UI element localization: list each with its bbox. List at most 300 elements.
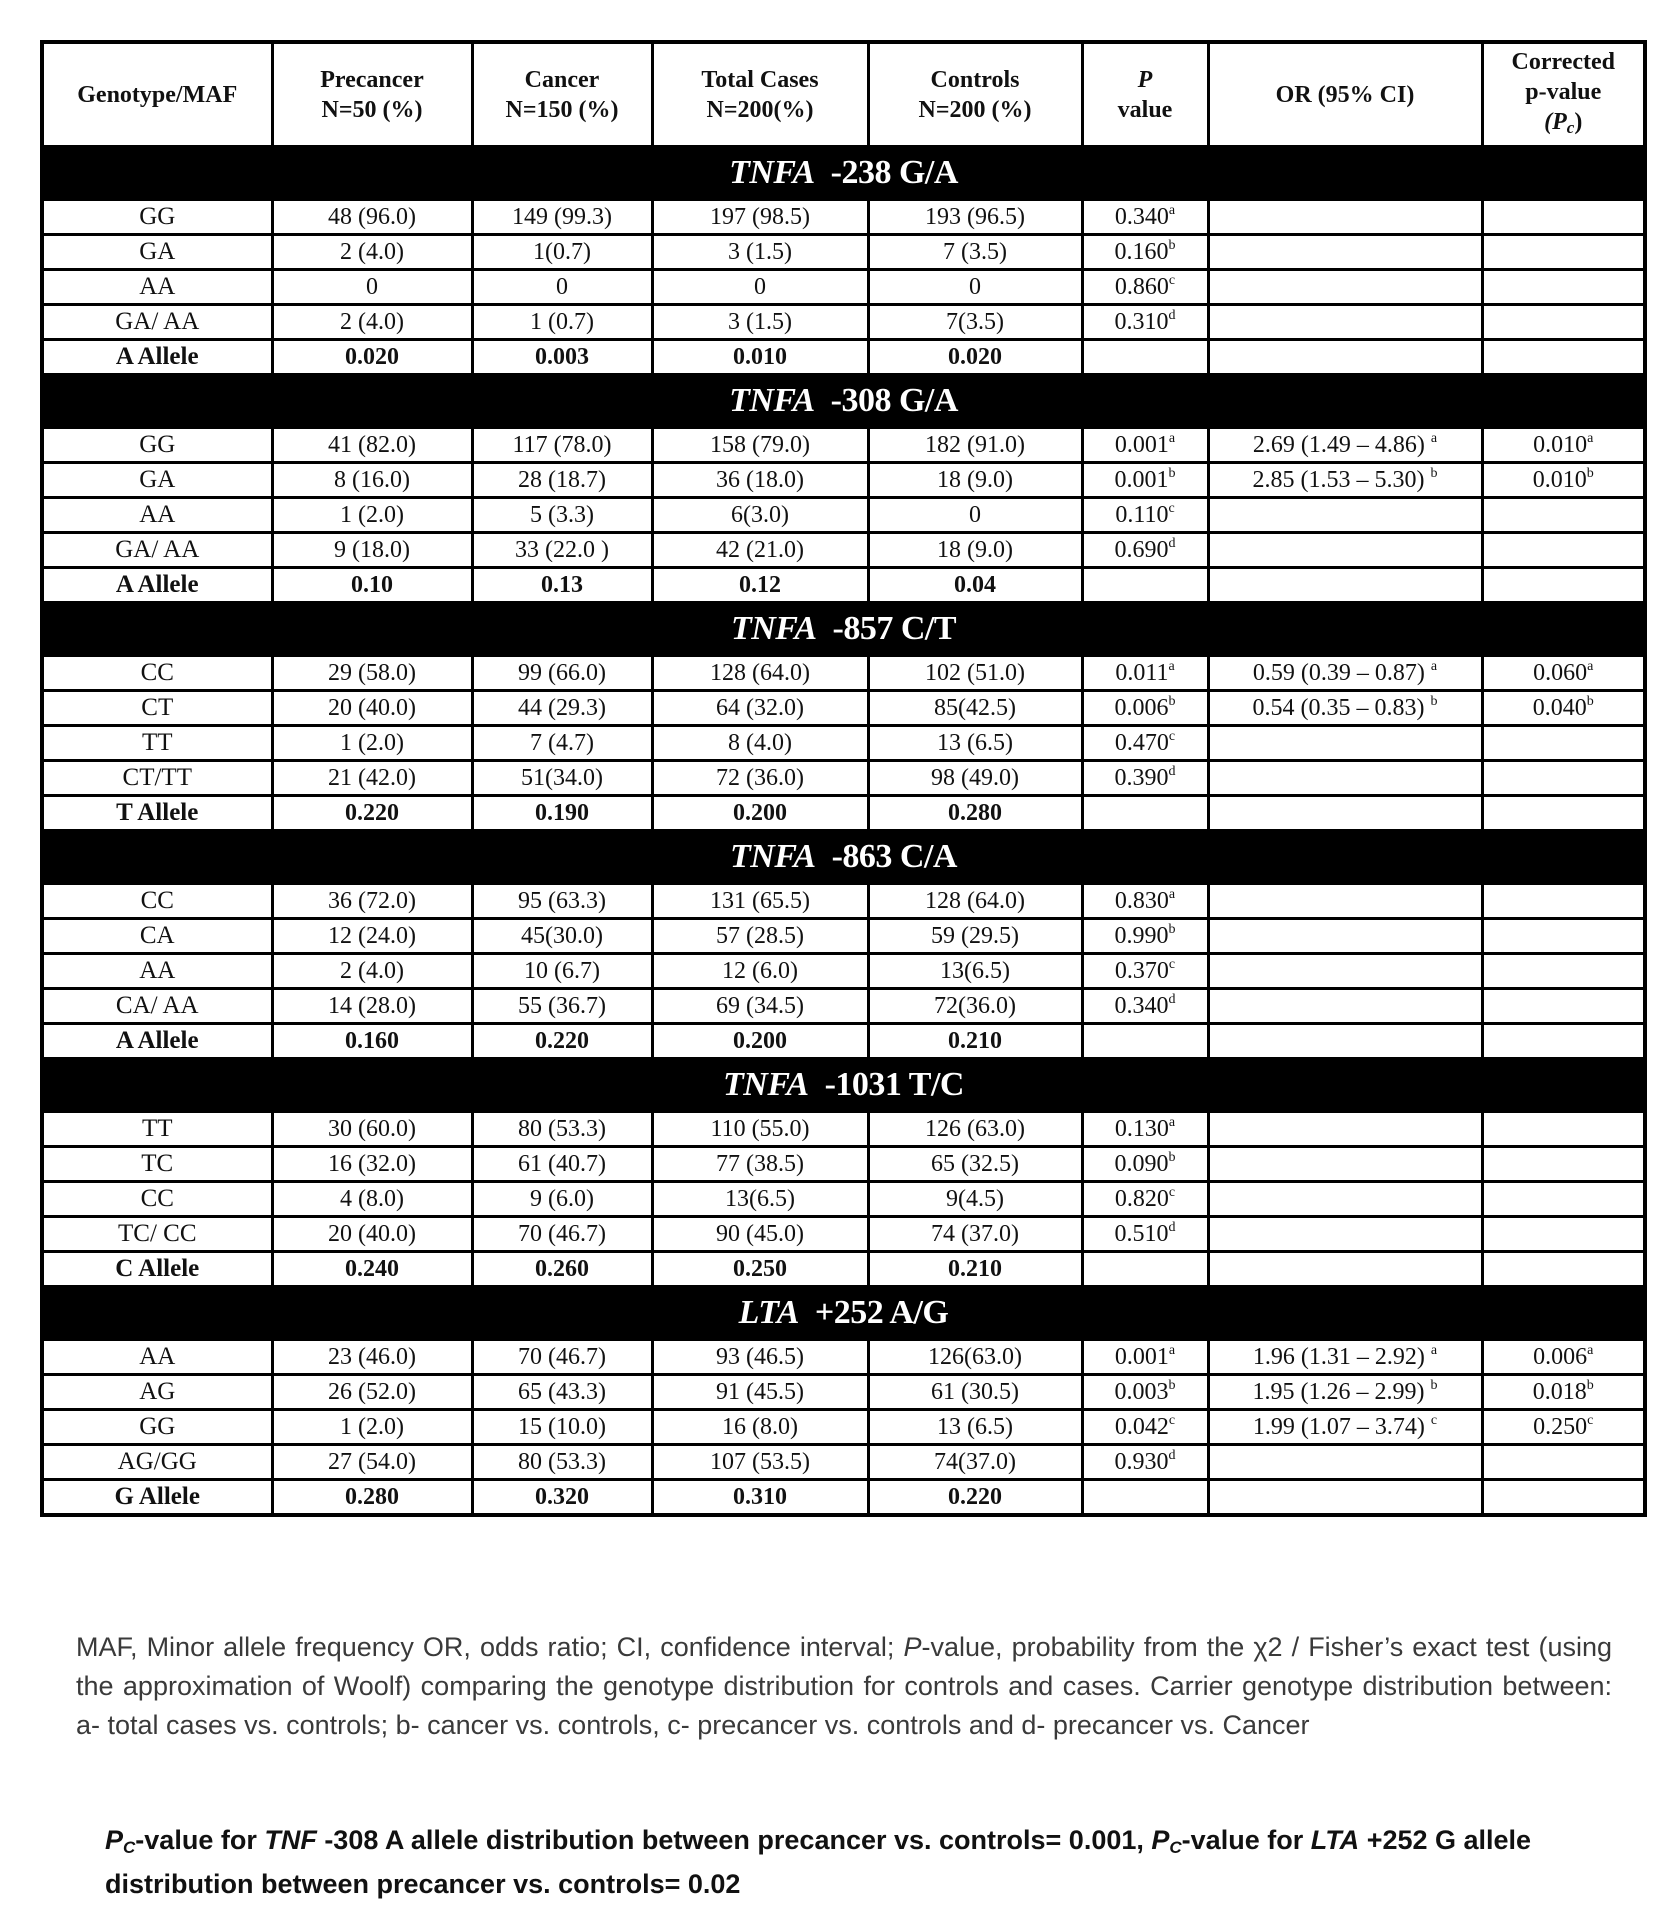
- gene-name: TNFA: [723, 1066, 809, 1103]
- p-value-cell: 0.370$^c$: [1082, 954, 1208, 989]
- table-row: [42, 498, 1645, 533]
- genotype-cell: CT/TT: [42, 761, 272, 796]
- total-cell: 8 (4.0): [652, 726, 868, 761]
- cancer-cell: 0.003: [472, 340, 652, 375]
- corrected-p-cell: [1482, 1217, 1645, 1252]
- odds-ratio-cell: 1.99 (1.07 – 3.74) $^c$: [1208, 1410, 1482, 1445]
- corrected-p-cell: [1482, 954, 1645, 989]
- corrected-p-cell: [1482, 270, 1645, 305]
- odds-ratio-cell: [1208, 796, 1482, 831]
- controls-cell: 61 (30.5): [868, 1375, 1082, 1410]
- cancer-cell: 0.220: [472, 1024, 652, 1059]
- total-cell: 0.12: [652, 568, 868, 603]
- table-row: [42, 1182, 1645, 1217]
- genotype-cell: TT: [42, 1112, 272, 1147]
- precancer-cell: 14 (28.0): [272, 989, 472, 1024]
- corrected-p-cell: 0.006$^a$: [1482, 1340, 1645, 1375]
- total-cell: 0.250: [652, 1252, 868, 1287]
- p-value-cell: 0.990$^b$: [1082, 919, 1208, 954]
- precancer-cell: 20 (40.0): [272, 691, 472, 726]
- odds-ratio-cell: [1208, 1445, 1482, 1480]
- table-body: [42, 147, 1645, 1516]
- cancer-cell: 65 (43.3): [472, 1375, 652, 1410]
- total-cell: 158 (79.0): [652, 428, 868, 463]
- cancer-cell: 0: [472, 270, 652, 305]
- table-row: [42, 428, 1645, 463]
- controls-cell: 0: [868, 498, 1082, 533]
- corrected-p-cell: 0.018$^b$: [1482, 1375, 1645, 1410]
- genotype-cell: TC: [42, 1147, 272, 1182]
- precancer-cell: 1 (2.0): [272, 726, 472, 761]
- precancer-cell: 4 (8.0): [272, 1182, 472, 1217]
- odds-ratio-cell: [1208, 1252, 1482, 1287]
- cancer-cell: 51(34.0): [472, 761, 652, 796]
- precancer-cell: 27 (54.0): [272, 1445, 472, 1480]
- cancer-cell: 0.320: [472, 1480, 652, 1516]
- precancer-cell: 30 (60.0): [272, 1112, 472, 1147]
- p-value-cell: 0.820$^c$: [1082, 1182, 1208, 1217]
- corrected-p-cell: 0.040$^b$: [1482, 691, 1645, 726]
- total-cell: 36 (18.0): [652, 463, 868, 498]
- odds-ratio-cell: [1208, 200, 1482, 235]
- genotype-cell: AA: [42, 270, 272, 305]
- odds-ratio-cell: 1.95 (1.26 – 2.99) $^b$: [1208, 1375, 1482, 1410]
- controls-cell: 9(4.5): [868, 1182, 1082, 1217]
- p-value-cell: 0.470$^c$: [1082, 726, 1208, 761]
- genotype-cell: CC: [42, 884, 272, 919]
- col-header-controls: Controls N=200 (%): [868, 42, 1082, 147]
- p-value-cell: 0.011$^a$: [1082, 656, 1208, 691]
- footnote-abbreviations: MAF, Minor allele frequency OR, odds ratio; CI, confidence interval; P-value, probability from the χ2 / Fisher’s exact test (using the approximation of Woolf) comparing the genotype distribution for controls and cases. Carrier genotype distribution between: a- total cases vs. controls; b- cancer vs. controls, c- precancer vs. controls and d- precancer vs. Cancer: [76, 1632, 1612, 1740]
- odds-ratio-cell: [1208, 1024, 1482, 1059]
- table-row: [42, 533, 1645, 568]
- odds-ratio-cell: [1208, 235, 1482, 270]
- cancer-cell: 0.13: [472, 568, 652, 603]
- section-title: [42, 1287, 1645, 1340]
- cancer-cell: 0.260: [472, 1252, 652, 1287]
- controls-cell: 18 (9.0): [868, 463, 1082, 498]
- cancer-cell: 55 (36.7): [472, 989, 652, 1024]
- corrected-p-cell: [1482, 796, 1645, 831]
- p-value-cell: 0.130$^a$: [1082, 1112, 1208, 1147]
- corrected-p-cell: [1482, 1024, 1645, 1059]
- precancer-cell: 23 (46.0): [272, 1340, 472, 1375]
- total-cell: 0: [652, 270, 868, 305]
- p-value-cell: 0.830$^a$: [1082, 884, 1208, 919]
- corrected-p-cell: [1482, 1445, 1645, 1480]
- precancer-cell: 29 (58.0): [272, 656, 472, 691]
- section-header-row: [42, 147, 1645, 200]
- table-row: [42, 989, 1645, 1024]
- genotype-cell: CA/ AA: [42, 989, 272, 1024]
- corrected-p-cell: [1482, 884, 1645, 919]
- cancer-cell: 61 (40.7): [472, 1147, 652, 1182]
- controls-cell: 18 (9.0): [868, 533, 1082, 568]
- odds-ratio-cell: [1208, 954, 1482, 989]
- odds-ratio-cell: [1208, 1480, 1482, 1516]
- corrected-p-cell: [1482, 305, 1645, 340]
- table-row: [42, 305, 1645, 340]
- total-cell: 0.010: [652, 340, 868, 375]
- total-cell: 0.200: [652, 796, 868, 831]
- gene-name: TNFA: [730, 610, 817, 647]
- p-value-cell: 0.110$^c$: [1082, 498, 1208, 533]
- controls-cell: 74(37.0): [868, 1445, 1082, 1480]
- precancer-cell: 2 (4.0): [272, 305, 472, 340]
- variant-name: -857 C/T: [832, 610, 957, 647]
- total-cell: 197 (98.5): [652, 200, 868, 235]
- genotype-cell: C Allele: [42, 1252, 272, 1287]
- genotype-cell: AG: [42, 1375, 272, 1410]
- controls-cell: 126 (63.0): [868, 1112, 1082, 1147]
- p-value-cell: 0.340$^d$: [1082, 989, 1208, 1024]
- p-value-cell: 0.510$^d$: [1082, 1217, 1208, 1252]
- precancer-cell: 0.160: [272, 1024, 472, 1059]
- corrected-p-cell: [1482, 340, 1645, 375]
- genotype-cell: AA: [42, 954, 272, 989]
- cancer-cell: 33 (22.0 ): [472, 533, 652, 568]
- p-value-cell: [1082, 796, 1208, 831]
- controls-cell: 0.04: [868, 568, 1082, 603]
- cancer-cell: 44 (29.3): [472, 691, 652, 726]
- total-cell: 77 (38.5): [652, 1147, 868, 1182]
- cancer-cell: 70 (46.7): [472, 1340, 652, 1375]
- controls-cell: 7 (3.5): [868, 235, 1082, 270]
- cancer-cell: 117 (78.0): [472, 428, 652, 463]
- total-cell: 64 (32.0): [652, 691, 868, 726]
- total-cell: 0.200: [652, 1024, 868, 1059]
- total-cell: 12 (6.0): [652, 954, 868, 989]
- corrected-p-cell: [1482, 235, 1645, 270]
- table-row: [42, 884, 1645, 919]
- gene-name: TNFA: [729, 154, 815, 191]
- corrected-p-cell: [1482, 1480, 1645, 1516]
- odds-ratio-cell: [1208, 884, 1482, 919]
- cancer-cell: 80 (53.3): [472, 1445, 652, 1480]
- footnote-corrected-p-values: PC-value for TNF -308 A allele distribution between precancer vs. controls= 0.001, PC-value for LTA +252 G allele distribution between precancer vs. controls= 0.02: [105, 1825, 1532, 1899]
- controls-cell: 13 (6.5): [868, 726, 1082, 761]
- table-row: [42, 1340, 1645, 1375]
- allele-frequency-row: [42, 1480, 1645, 1516]
- p-value-cell: [1082, 1252, 1208, 1287]
- corrected-p-cell: [1482, 200, 1645, 235]
- controls-cell: 0.220: [868, 1480, 1082, 1516]
- controls-cell: 72(36.0): [868, 989, 1082, 1024]
- odds-ratio-cell: [1208, 340, 1482, 375]
- p-value-cell: [1082, 568, 1208, 603]
- genotype-cell: TC/ CC: [42, 1217, 272, 1252]
- variant-name: -1031 T/C: [824, 1066, 964, 1103]
- table-row: [42, 1375, 1645, 1410]
- cancer-cell: 10 (6.7): [472, 954, 652, 989]
- table-row: [42, 1147, 1645, 1182]
- genotype-cell: CC: [42, 656, 272, 691]
- variant-name: -863 C/A: [831, 838, 957, 875]
- total-cell: 16 (8.0): [652, 1410, 868, 1445]
- precancer-cell: 48 (96.0): [272, 200, 472, 235]
- table-row: [42, 1217, 1645, 1252]
- p-value-cell: 0.860$^c$: [1082, 270, 1208, 305]
- table-row: [42, 691, 1645, 726]
- col-header-precancer: Precancer N=50 (%): [272, 42, 472, 147]
- genotype-cell: CA: [42, 919, 272, 954]
- precancer-cell: 0.220: [272, 796, 472, 831]
- precancer-cell: 1 (2.0): [272, 1410, 472, 1445]
- section-header-row: [42, 375, 1645, 428]
- allele-frequency-row: [42, 796, 1645, 831]
- total-cell: 131 (65.5): [652, 884, 868, 919]
- table-row: [42, 270, 1645, 305]
- genotype-cell: GG: [42, 200, 272, 235]
- p-value-cell: 0.003$^b$: [1082, 1375, 1208, 1410]
- controls-cell: 182 (91.0): [868, 428, 1082, 463]
- table-row: [42, 200, 1645, 235]
- gene-name: LTA: [738, 1294, 799, 1331]
- corrected-p-cell: 0.060$^a$: [1482, 656, 1645, 691]
- p-value-cell: 0.310$^d$: [1082, 305, 1208, 340]
- odds-ratio-cell: [1208, 305, 1482, 340]
- table-header-row: [42, 42, 1645, 147]
- cancer-cell: 5 (3.3): [472, 498, 652, 533]
- precancer-cell: 0: [272, 270, 472, 305]
- section-header-row: [42, 1059, 1645, 1112]
- col-header-total-cases: Total Cases N=200(%): [652, 42, 868, 147]
- precancer-cell: 2 (4.0): [272, 235, 472, 270]
- cancer-cell: 1 (0.7): [472, 305, 652, 340]
- gene-name: TNFA: [730, 838, 816, 875]
- allele-frequency-row: [42, 1252, 1645, 1287]
- allele-frequency-row: [42, 1024, 1645, 1059]
- total-cell: 110 (55.0): [652, 1112, 868, 1147]
- table-row: [42, 919, 1645, 954]
- precancer-cell: 8 (16.0): [272, 463, 472, 498]
- cancer-cell: 45(30.0): [472, 919, 652, 954]
- allele-frequency-row: [42, 568, 1645, 603]
- p-value-cell: 0.042$^c$: [1082, 1410, 1208, 1445]
- genotype-cell: GA: [42, 463, 272, 498]
- corrected-p-cell: [1482, 726, 1645, 761]
- genotype-cell: CT: [42, 691, 272, 726]
- table-row: [42, 726, 1645, 761]
- total-cell: 72 (36.0): [652, 761, 868, 796]
- section-title: [42, 831, 1645, 884]
- precancer-cell: 20 (40.0): [272, 1217, 472, 1252]
- genotype-cell: GA: [42, 235, 272, 270]
- genotype-cell: GA/ AA: [42, 533, 272, 568]
- cancer-cell: 0.190: [472, 796, 652, 831]
- odds-ratio-cell: [1208, 498, 1482, 533]
- total-cell: 69 (34.5): [652, 989, 868, 1024]
- table-row: [42, 463, 1645, 498]
- total-cell: 93 (46.5): [652, 1340, 868, 1375]
- controls-cell: 13 (6.5): [868, 1410, 1082, 1445]
- genotype-cell: AA: [42, 1340, 272, 1375]
- genotype-cell: G Allele: [42, 1480, 272, 1516]
- p-value-cell: 0.160$^b$: [1082, 235, 1208, 270]
- variant-name: +252 A/G: [814, 1294, 949, 1331]
- table-row: [42, 761, 1645, 796]
- p-value-cell: 0.930$^d$: [1082, 1445, 1208, 1480]
- corrected-p-cell: [1482, 1112, 1645, 1147]
- odds-ratio-cell: 2.69 (1.49 – 4.86) $^a$: [1208, 428, 1482, 463]
- total-cell: 6(3.0): [652, 498, 868, 533]
- odds-ratio-cell: [1208, 1182, 1482, 1217]
- odds-ratio-cell: [1208, 533, 1482, 568]
- corrected-p-cell: [1482, 533, 1645, 568]
- cancer-cell: 70 (46.7): [472, 1217, 652, 1252]
- section-title: [42, 603, 1645, 656]
- odds-ratio-cell: [1208, 270, 1482, 305]
- p-value-cell: 0.001$^a$: [1082, 428, 1208, 463]
- total-cell: 3 (1.5): [652, 305, 868, 340]
- precancer-cell: 41 (82.0): [272, 428, 472, 463]
- odds-ratio-cell: 0.59 (0.39 – 0.87) $^a$: [1208, 656, 1482, 691]
- controls-cell: 85(42.5): [868, 691, 1082, 726]
- p-value-cell: [1082, 1024, 1208, 1059]
- precancer-cell: 9 (18.0): [272, 533, 472, 568]
- p-value-cell: 0.090$^b$: [1082, 1147, 1208, 1182]
- section-header-row: [42, 1287, 1645, 1340]
- odds-ratio-cell: [1208, 1112, 1482, 1147]
- section-header-row: [42, 603, 1645, 656]
- table-row: [42, 656, 1645, 691]
- variant-name: -238 G/A: [830, 154, 958, 191]
- col-header-cancer: Cancer N=150 (%): [472, 42, 652, 147]
- p-value-cell: 0.340$^a$: [1082, 200, 1208, 235]
- genotype-cell: AA: [42, 498, 272, 533]
- genotype-cell: A Allele: [42, 1024, 272, 1059]
- corrected-p-cell: [1482, 989, 1645, 1024]
- col-header-genotype: Genotype/MAF: [42, 42, 272, 147]
- total-cell: 3 (1.5): [652, 235, 868, 270]
- precancer-cell: 16 (32.0): [272, 1147, 472, 1182]
- corrected-p-cell: [1482, 1182, 1645, 1217]
- p-value-cell: 0.001$^b$: [1082, 463, 1208, 498]
- odds-ratio-cell: [1208, 761, 1482, 796]
- cancer-cell: 9 (6.0): [472, 1182, 652, 1217]
- corrected-p-cell: [1482, 1147, 1645, 1182]
- p-value-cell: 0.006$^b$: [1082, 691, 1208, 726]
- genotype-cell: TT: [42, 726, 272, 761]
- genotype-cell: GA/ AA: [42, 305, 272, 340]
- genotype-cell: AG/GG: [42, 1445, 272, 1480]
- total-cell: 90 (45.0): [652, 1217, 868, 1252]
- controls-cell: 126(63.0): [868, 1340, 1082, 1375]
- table-row: [42, 235, 1645, 270]
- total-cell: 57 (28.5): [652, 919, 868, 954]
- genotype-cell: A Allele: [42, 568, 272, 603]
- precancer-cell: 21 (42.0): [272, 761, 472, 796]
- table-row: [42, 1410, 1645, 1445]
- precancer-cell: 36 (72.0): [272, 884, 472, 919]
- section-title: [42, 1059, 1645, 1112]
- controls-cell: 0.020: [868, 340, 1082, 375]
- odds-ratio-cell: [1208, 919, 1482, 954]
- controls-cell: 0.280: [868, 796, 1082, 831]
- table-row: [42, 1445, 1645, 1480]
- controls-cell: 0.210: [868, 1252, 1082, 1287]
- odds-ratio-cell: 0.54 (0.35 – 0.83) $^b$: [1208, 691, 1482, 726]
- odds-ratio-cell: 1.96 (1.31 – 2.92) $^a$: [1208, 1340, 1482, 1375]
- table-row: [42, 1112, 1645, 1147]
- cancer-cell: 1(0.7): [472, 235, 652, 270]
- controls-cell: 59 (29.5): [868, 919, 1082, 954]
- col-header-odds-ratio: OR (95% CI): [1208, 42, 1482, 147]
- controls-cell: 0.210: [868, 1024, 1082, 1059]
- precancer-cell: 12 (24.0): [272, 919, 472, 954]
- controls-cell: 65 (32.5): [868, 1147, 1082, 1182]
- cancer-cell: 149 (99.3): [472, 200, 652, 235]
- odds-ratio-cell: 2.85 (1.53 – 5.30) $^b$: [1208, 463, 1482, 498]
- odds-ratio-cell: [1208, 1147, 1482, 1182]
- controls-cell: 13(6.5): [868, 954, 1082, 989]
- genotype-cell: GG: [42, 428, 272, 463]
- corrected-p-cell: [1482, 568, 1645, 603]
- p-value-cell: 0.001$^a$: [1082, 1340, 1208, 1375]
- p-value-cell: [1082, 1480, 1208, 1516]
- controls-cell: 128 (64.0): [868, 884, 1082, 919]
- controls-cell: 0: [868, 270, 1082, 305]
- precancer-cell: 0.280: [272, 1480, 472, 1516]
- cancer-cell: 95 (63.3): [472, 884, 652, 919]
- precancer-cell: 0.10: [272, 568, 472, 603]
- section-header-row: [42, 831, 1645, 884]
- odds-ratio-cell: [1208, 1217, 1482, 1252]
- cancer-cell: 99 (66.0): [472, 656, 652, 691]
- corrected-p-cell: 0.010$^a$: [1482, 428, 1645, 463]
- precancer-cell: 26 (52.0): [272, 1375, 472, 1410]
- controls-cell: 102 (51.0): [868, 656, 1082, 691]
- variant-name: -308 G/A: [830, 382, 958, 419]
- section-title: [42, 375, 1645, 428]
- odds-ratio-cell: [1208, 726, 1482, 761]
- corrected-p-cell: [1482, 761, 1645, 796]
- corrected-p-cell: [1482, 1252, 1645, 1287]
- cancer-cell: 80 (53.3): [472, 1112, 652, 1147]
- cancer-cell: 7 (4.7): [472, 726, 652, 761]
- col-header-corrected-p: Corrected p-value (Pc): [1482, 42, 1645, 147]
- precancer-cell: 0.240: [272, 1252, 472, 1287]
- controls-cell: 98 (49.0): [868, 761, 1082, 796]
- total-cell: 91 (45.5): [652, 1375, 868, 1410]
- allele-frequency-row: [42, 340, 1645, 375]
- odds-ratio-cell: [1208, 568, 1482, 603]
- corrected-p-cell: 0.010$^b$: [1482, 463, 1645, 498]
- controls-cell: 74 (37.0): [868, 1217, 1082, 1252]
- controls-cell: 7(3.5): [868, 305, 1082, 340]
- total-cell: 0.310: [652, 1480, 868, 1516]
- corrected-p-cell: [1482, 498, 1645, 533]
- total-cell: 128 (64.0): [652, 656, 868, 691]
- cancer-cell: 15 (10.0): [472, 1410, 652, 1445]
- precancer-cell: 0.020: [272, 340, 472, 375]
- precancer-cell: 2 (4.0): [272, 954, 472, 989]
- genotype-association-table: [40, 40, 1647, 1517]
- total-cell: 42 (21.0): [652, 533, 868, 568]
- section-title: [42, 147, 1645, 200]
- genotype-cell: CC: [42, 1182, 272, 1217]
- odds-ratio-cell: [1208, 989, 1482, 1024]
- genotype-cell: T Allele: [42, 796, 272, 831]
- genotype-cell: A Allele: [42, 340, 272, 375]
- col-header-p-value: P value: [1082, 42, 1208, 147]
- corrected-p-cell: 0.250$^c$: [1482, 1410, 1645, 1445]
- precancer-cell: 1 (2.0): [272, 498, 472, 533]
- gene-name: TNFA: [729, 382, 815, 419]
- controls-cell: 193 (96.5): [868, 200, 1082, 235]
- p-value-cell: [1082, 340, 1208, 375]
- cancer-cell: 28 (18.7): [472, 463, 652, 498]
